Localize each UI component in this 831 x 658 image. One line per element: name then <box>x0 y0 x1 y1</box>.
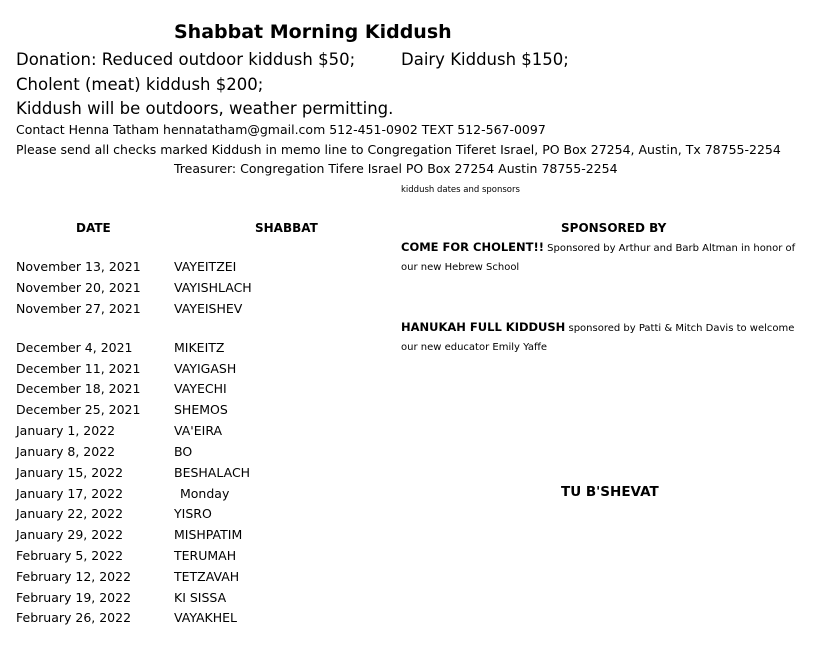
row-parsha: MISHPATIM <box>174 527 243 542</box>
row-date: January 15, 2022 <box>16 465 124 480</box>
donation-line: Donation: Reduced outdoor kiddush $50; <box>16 50 356 69</box>
outdoors-note: Kiddush will be outdoors, weather permitting. <box>16 99 394 118</box>
column-header-date: DATE <box>76 221 111 235</box>
row-parsha: VAYECHI <box>174 381 227 396</box>
row-parsha: MIKEITZ <box>174 340 225 355</box>
treasurer-line: Treasurer: Congregation Tifere Israel PO Box 27254 Austin 78755-2254 <box>174 161 618 176</box>
row-date: February 12, 2022 <box>16 569 132 584</box>
row-parsha: KI SISSA <box>174 590 227 605</box>
row-date: December 18, 2021 <box>16 381 141 396</box>
sponsor-cholent <box>401 238 806 277</box>
row-date: February 26, 2022 <box>16 610 132 625</box>
page-title: Shabbat Morning Kiddush <box>174 21 452 43</box>
sponsor-hanukah-title: HANUKAH FULL KIDDUSH <box>401 320 566 334</box>
row-date: January 17, 2022 <box>16 486 124 501</box>
cholent-price: Cholent (meat) kiddush $200; <box>16 75 264 94</box>
row-date: January 8, 2022 <box>16 444 116 459</box>
row-date: February 5, 2022 <box>16 548 124 563</box>
row-parsha: VAYEISHEV <box>174 301 243 316</box>
column-header-shabbat: SHABBAT <box>255 221 318 235</box>
row-parsha: YISRO <box>174 506 212 521</box>
row-date: January 22, 2022 <box>16 506 124 521</box>
tu-bshevat-label: TU B'SHEVAT <box>561 484 659 500</box>
row-parsha: VA'EIRA <box>174 423 223 438</box>
sponsor-cholent-title: COME FOR CHOLENT!! <box>401 240 544 254</box>
sponsor-cholent-text: Sponsored by Arthur and Barb Altman in honor of our new Hebrew School <box>401 243 796 273</box>
row-parsha: BESHALACH <box>174 465 251 480</box>
row-date: November 20, 2021 <box>16 280 141 295</box>
row-date: November 13, 2021 <box>16 259 141 274</box>
sponsor-hanukah-text: sponsored by Patti & Mitch Davis to welcome our new educator Emily Yaffe <box>401 323 795 353</box>
contact-line: Contact Henna Tatham hennatatham@gmail.com 512-451-0902 TEXT 512-567-0097 <box>16 122 546 137</box>
row-date: February 19, 2022 <box>16 590 132 605</box>
checks-line: Please send all checks marked Kiddush in memo line to Congregation Tiferet Israel, PO Box 27254, Austin, Tx 78755-2254 <box>16 142 781 157</box>
row-parsha: Monday <box>180 486 230 501</box>
row-parsha: VAYAKHEL <box>174 610 238 625</box>
row-date: January 29, 2022 <box>16 527 124 542</box>
row-parsha: TERUMAH <box>174 548 237 563</box>
sponsor-hanukah <box>401 318 806 357</box>
row-parsha: SHEMOS <box>174 402 228 417</box>
row-date: January 1, 2022 <box>16 423 116 438</box>
row-parsha: VAYISHLACH <box>174 280 252 295</box>
subtitle: kiddush dates and sponsors <box>401 185 520 195</box>
row-date: December 25, 2021 <box>16 402 141 417</box>
row-parsha: VAYEITZEI <box>174 259 237 274</box>
row-date: December 4, 2021 <box>16 340 133 355</box>
row-parsha: TETZAVAH <box>174 569 240 584</box>
row-parsha: BO <box>174 444 193 459</box>
dairy-price: Dairy Kiddush $150; <box>401 50 569 69</box>
row-date: November 27, 2021 <box>16 301 141 316</box>
column-header-sponsored: SPONSORED BY <box>561 221 667 235</box>
row-date: December 11, 2021 <box>16 361 141 376</box>
row-parsha: VAYIGASH <box>174 361 237 376</box>
